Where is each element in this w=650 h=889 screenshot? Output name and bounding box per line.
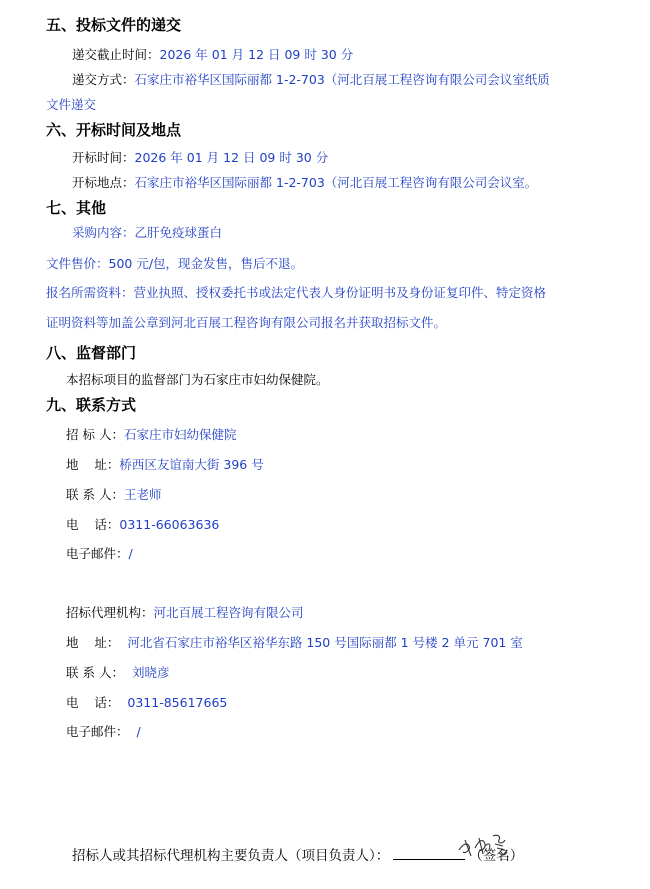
tenderer-address-line	[66, 457, 264, 473]
tenderer-email-label: 电子邮件：	[66, 546, 129, 561]
tenderer-address-value: 桥西区友谊南大街 396 号	[119, 457, 264, 472]
agency-contact-line	[66, 665, 169, 681]
supervision-text: 本招标项目的监督部门为石家庄市妇幼保健院。	[66, 372, 329, 387]
tenderer-phone-line	[66, 517, 219, 533]
tenderer-phone-value: 0311-66063636	[119, 517, 220, 532]
tenderer-phone-label: 电 话：	[66, 517, 120, 532]
tenderer-label: 招 标 人：	[66, 427, 124, 442]
agency-address-label: 地 址：	[66, 635, 120, 650]
section-9-title: 九、联系方式	[46, 396, 137, 414]
agency-contact-value: 刘晓彦	[131, 665, 170, 680]
tenderer-line	[66, 427, 236, 443]
open-place-line	[72, 175, 537, 191]
section-5-title: 五、投标文件的递交	[46, 16, 182, 34]
submit-method-line	[72, 72, 550, 88]
required-docs-cont: 证明资料等加盖公章到河北百展工程咨询有限公司报名并获取招标文件。	[46, 315, 447, 330]
deadline-label: 递交截止时间：	[72, 47, 160, 62]
required-docs: 报名所需资料：营业执照、授权委托书或法定代表人身份证明书及身份证复印件、特定资格	[46, 285, 547, 300]
tenderer-contact-line	[66, 487, 161, 503]
tenderer-address-label: 地 址：	[66, 457, 120, 472]
open-place-value: 石家庄市裕华区国际丽都 1-2-703（河北百展工程咨询有限公司会议室。	[134, 175, 538, 190]
agency-address-value: 河北省石家庄市裕华区裕华东路 150 号国际丽都 1 号楼 2 单元 701 室	[127, 635, 523, 650]
tenderer-value: 石家庄市妇幼保健院	[123, 427, 237, 442]
submit-method-value: 石家庄市裕华区国际丽都 1-2-703（河北百展工程咨询有限公司会议室纸质	[134, 72, 550, 87]
agency-line	[66, 605, 304, 621]
section-6-title: 六、开标时间及地点	[46, 121, 182, 139]
agency-phone-value: 0311-85617665	[127, 695, 228, 710]
agency-value: 河北百展工程咨询有限公司	[153, 605, 304, 620]
section-7-title: 七、其他	[46, 199, 107, 217]
open-time-value: 2026 年 01 月 12 日 09 时 30 分	[134, 150, 329, 165]
tenderer-contact-label: 联 系 人：	[66, 487, 124, 502]
open-time-line	[72, 150, 328, 166]
signature-prompt: 招标人或其招标代理机构主要负责人（项目负责人）：	[72, 848, 390, 864]
section-8-title: 八、监督部门	[46, 344, 137, 362]
agency-phone-line	[66, 695, 227, 711]
deadline-line	[72, 47, 353, 63]
agency-email-label: 电子邮件：	[66, 724, 129, 739]
open-place-label: 开标地点：	[72, 175, 135, 190]
purchase-content: 采购内容：乙肝免疫球蛋白	[72, 225, 223, 240]
agency-phone-label: 电 话：	[66, 695, 120, 710]
agency-contact-label: 联 系 人：	[66, 665, 124, 680]
signature-suffix: （签名）	[469, 848, 524, 864]
tenderer-email-line	[66, 546, 133, 562]
tenderer-email-value: /	[128, 546, 133, 561]
agency-address-line	[66, 635, 523, 651]
agency-email-line	[66, 724, 141, 740]
submit-method-label: 递交方式：	[72, 72, 135, 87]
tenderer-contact-value: 王老师	[123, 487, 162, 502]
deadline-value: 2026 年 01 月 12 日 09 时 30 分	[159, 47, 354, 62]
agency-email-value: /	[136, 724, 141, 739]
doc-price: 文件售价：500 元/包，现金发售，售后不退。	[46, 256, 304, 271]
agency-label: 招标代理机构：	[66, 605, 154, 620]
handwritten-signature	[455, 826, 511, 860]
open-time-label: 开标时间：	[72, 150, 135, 165]
submit-method-cont: 文件递交	[46, 97, 97, 112]
